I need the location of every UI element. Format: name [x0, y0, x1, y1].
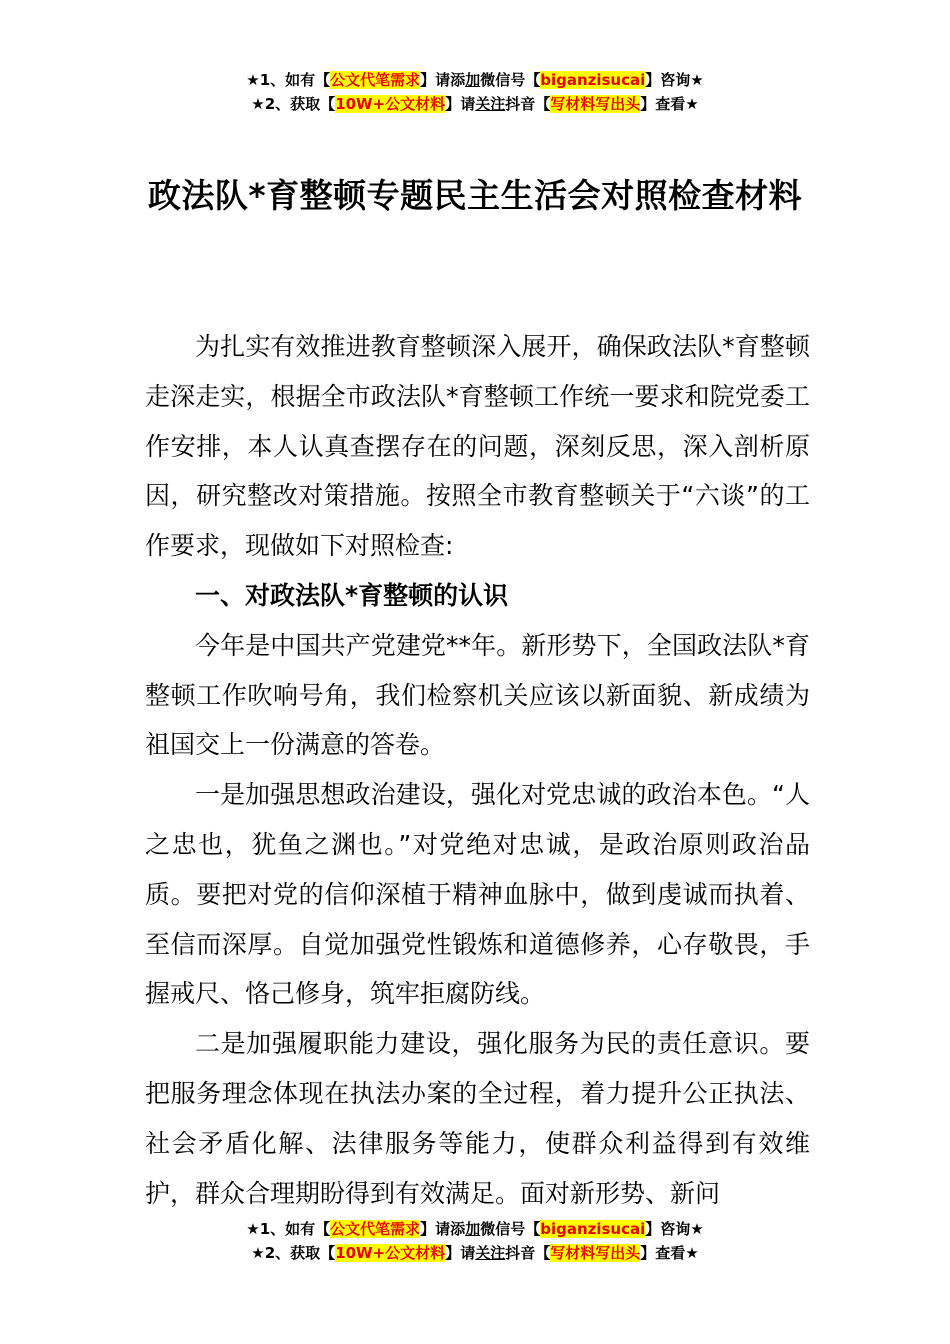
promo-text: 微信号【	[480, 71, 541, 89]
section-heading: 一、对政法队*育整顿的认识	[195, 580, 509, 610]
promo-text: 】咨询★	[645, 71, 704, 89]
document-title: 政法队*育整顿专题民主生活会对照检查材料	[147, 176, 803, 215]
document-body	[145, 322, 810, 1218]
promo-text: 】请	[445, 1244, 476, 1262]
promo-text: ★1、如有【	[246, 71, 331, 89]
promo-text-underlined: 关注	[475, 1244, 506, 1262]
promo-text: 】请添	[420, 1220, 466, 1238]
header-promo-banner	[0, 68, 950, 116]
promo-highlight: 公文代笔需求	[330, 1220, 421, 1238]
promo-line-1	[0, 1217, 950, 1241]
promo-text-underlined: 关注	[475, 95, 506, 113]
promo-text-underlined: 加	[465, 1220, 481, 1238]
promo-highlight-wechat-id: biganzisucai	[540, 1220, 646, 1238]
body-paragraph: 今年是中国共产党建党**年。新形势下，全国政法队*育整顿工作吹响号角，我们检察机关应该以新面貌、新成绩为祖国交上一份满意的答卷。	[145, 630, 810, 760]
promo-text: ★1、如有【	[246, 1220, 331, 1238]
footer-promo-banner	[0, 1217, 950, 1265]
promo-line-2	[0, 92, 950, 116]
promo-text: ★2、获取【	[251, 1244, 336, 1262]
promo-highlight: 10W+公文材料	[335, 95, 446, 113]
promo-text: 】请	[445, 95, 476, 113]
promo-highlight-douyin-name: 写材料写出头	[550, 95, 641, 113]
promo-text: 微信号【	[480, 1220, 541, 1238]
body-paragraph: 一是加强思想政治建设，强化对党忠诚的政治本色。“人之忠也，犹鱼之渊也。”对党绝对忠诚，是政治原则政治品质。要把对党的信仰深植于精神血脉中，做到虔诚而执着、至信而深厚。自觉加强党性锻炼和道德修养，心存敬畏，手握戒尺、恪己修身，筑牢拒腐防线。	[145, 780, 810, 1009]
promo-text: 】请添	[420, 71, 466, 89]
promo-text: 抖音【	[505, 1244, 551, 1262]
promo-line-2	[0, 1241, 950, 1265]
promo-text: 】查看★	[640, 1244, 699, 1262]
body-paragraph: 二是加强履职能力建设，强化服务为民的责任意识。要把服务理念体现在执法办案的全过程，着力提升公正执法、社会矛盾化解、法律服务等能力，使群众利益得到有效维护，群众合理期盼得到有效满足。面对新形势、新问	[145, 1029, 810, 1208]
promo-line-1	[0, 68, 950, 92]
promo-highlight: 公文代笔需求	[330, 71, 421, 89]
promo-highlight-douyin-name: 写材料写出头	[550, 1244, 641, 1262]
promo-text-underlined: 加	[465, 71, 481, 89]
intro-paragraph: 为扎实有效推进教育整顿深入展开，确保政法队*育整顿走深走实，根据全市政法队*育整顿工作统一要求和院党委工作安排，本人认真查摆存在的问题，深刻反思，深入剖析原因，研究整改对策措施。按照全市教育整顿关于“六谈”的工作要求，现做如下对照检查:	[145, 332, 810, 561]
promo-text: ★2、获取【	[251, 95, 336, 113]
promo-text: 抖音【	[505, 95, 551, 113]
promo-text: 】咨询★	[645, 1220, 704, 1238]
promo-highlight-wechat-id: biganzisucai	[540, 71, 646, 89]
promo-text: 】查看★	[640, 95, 699, 113]
promo-highlight: 10W+公文材料	[335, 1244, 446, 1262]
